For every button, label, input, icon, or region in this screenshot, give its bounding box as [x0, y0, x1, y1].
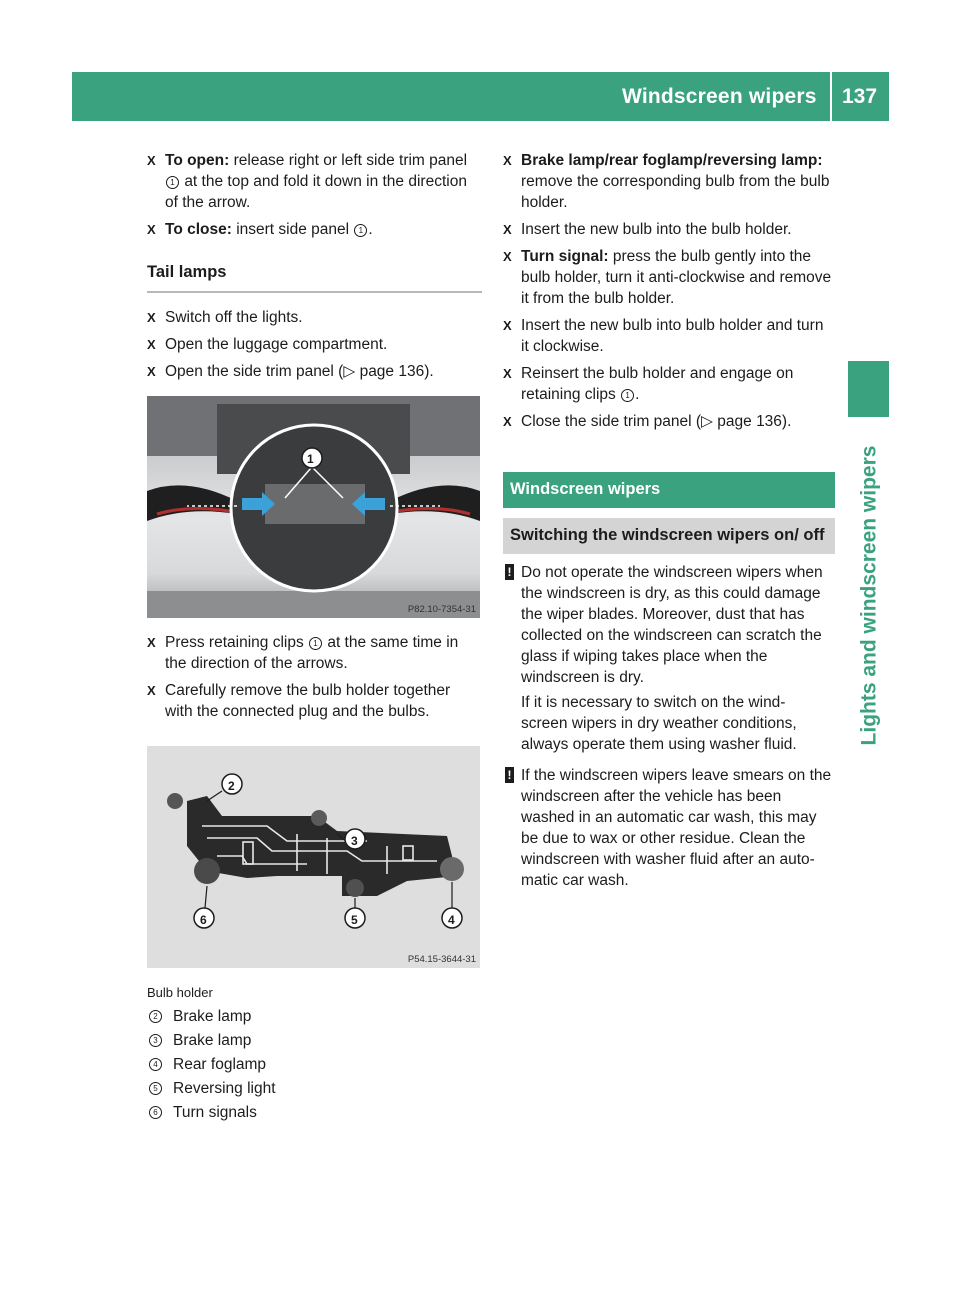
step-marker-icon: X [503, 222, 512, 237]
step-marker-icon: X [147, 153, 156, 168]
legend-label: Reversing light [173, 1080, 276, 1097]
legend-item [147, 1054, 482, 1075]
callout-1: 1 [166, 176, 179, 189]
step-marker-icon: X [503, 249, 512, 264]
step-text: Press retaining clips [165, 634, 304, 651]
warning-note [503, 765, 835, 891]
subsection-header-switching: Switching the windscreen wipers on/ off [503, 518, 835, 554]
legend-item [147, 1006, 482, 1027]
section-header-windscreen-wipers: Windscreen wipers [503, 472, 835, 508]
figure-callout-1: 1 [307, 452, 314, 466]
figure-caption: Bulb holder [147, 985, 213, 1000]
step-text: Switch off the lights. [165, 309, 303, 326]
legend-number: 4 [149, 1058, 162, 1071]
tail-lamp-photo [147, 396, 480, 618]
step-label: Turn signal: [521, 248, 609, 265]
callout-1: 1 [621, 389, 634, 402]
warning-icon: ! [505, 767, 514, 783]
step-insert-turn [503, 315, 835, 357]
legend-item [147, 1078, 482, 1099]
step-marker-icon: X [147, 310, 156, 325]
step-marker-icon: X [503, 414, 512, 429]
step-text: Reinsert the bulb holder and engage on retaining clips [521, 365, 794, 403]
step-marker-icon: X [147, 635, 156, 650]
step-label: To close: [165, 221, 232, 238]
step-text: at the top and fold it down in the direction of the arrow. [165, 173, 467, 211]
legend-label: Turn signals [173, 1104, 257, 1121]
right-column [503, 150, 835, 891]
figure-callout-4: 4 [448, 913, 455, 927]
step-open-trim [147, 361, 482, 382]
step-text: Close the side trim panel (▷ page 136). [521, 413, 792, 430]
step-text: remove the corresponding bulb from the bulb holder. [521, 173, 830, 211]
chapter-tab [852, 430, 886, 760]
figure-callout-6: 6 [200, 913, 207, 927]
step-text: Open the luggage compartment. [165, 336, 388, 353]
step-text: Open the side trim panel (▷ page 136). [165, 363, 434, 380]
figure-callout-5: 5 [351, 913, 358, 927]
step-open-luggage [147, 334, 482, 355]
legend-item [147, 1030, 482, 1051]
figure-code: P54.15-3644-31 [407, 954, 476, 965]
figure-code: P82.10-7354-31 [407, 604, 476, 615]
legend-number: 2 [149, 1010, 162, 1023]
page-title: Windscreen wipers [622, 85, 817, 108]
warning-text: If the windscreen wipers leave smears on the windscreen after the vehicle has been washed in an automatic car wash, this may be due to wax or other residue. Clean the windscreen with washer fluid after an auto- matic car wash. [521, 767, 832, 889]
step-text: at the same time in the direction of the arrows. [165, 634, 459, 672]
step-text: Carefully remove the bulb holder together with the connected plug and the bulbs. [165, 682, 451, 720]
figure-callout-3: 3 [351, 834, 358, 848]
legend-label: Rear foglamp [173, 1056, 267, 1073]
car-rear-illustration [147, 396, 480, 618]
legend-number: 3 [149, 1034, 162, 1047]
step-to-close [147, 219, 482, 240]
step-label: Brake lamp/rear foglamp/reversing lamp: [521, 152, 823, 169]
step-marker-icon: X [147, 364, 156, 379]
bulb-holder-drawing [147, 746, 480, 968]
step-switch-off [147, 307, 482, 328]
step-text: release right or left side trim panel [233, 152, 468, 169]
section-title-tail-lamps: Tail lamps [147, 262, 482, 293]
legend-number: 5 [149, 1082, 162, 1095]
header-divider [830, 72, 832, 121]
warning-note [503, 562, 835, 688]
figure-callout-2: 2 [228, 779, 235, 793]
legend-label: Brake lamp [173, 1008, 252, 1025]
callout-1: 1 [354, 224, 367, 237]
step-turn-signal [503, 246, 835, 309]
step-press-clips [147, 632, 482, 674]
step-label: To open: [165, 152, 230, 169]
step-text: . [368, 221, 373, 238]
step-to-open [147, 150, 482, 213]
chapter-tab-marker [848, 361, 889, 417]
step-marker-icon: X [147, 222, 156, 237]
chapter-tab-label: Lights and windscreen wipers [857, 445, 881, 745]
step-text: insert side panel [236, 221, 350, 238]
step-marker-icon: X [503, 366, 512, 381]
step-marker-icon: X [503, 318, 512, 333]
step-marker-icon: X [147, 683, 156, 698]
step-insert-bulb [503, 219, 835, 240]
step-reinsert-holder [503, 363, 835, 405]
page-number: 137 [842, 85, 878, 108]
step-marker-icon: X [503, 153, 512, 168]
warning-icon: ! [505, 564, 514, 580]
warning-note-continued: If it is necessary to switch on the wind- screen wipers in dry weather conditions, always operate them using washer fluid. [521, 694, 797, 753]
step-marker-icon: X [147, 337, 156, 352]
step-remove-bulb [503, 150, 835, 213]
legend-item [147, 1102, 482, 1123]
left-column [147, 150, 482, 1126]
step-text: Insert the new bulb into bulb holder and turn it clockwise. [521, 317, 824, 355]
step-remove-holder [147, 680, 482, 722]
step-text: press the bulb gently into the bulb holder, turn it anti-clockwise and remove it from the bulb holder. [521, 248, 832, 307]
step-close-trim [503, 411, 835, 432]
step-text: Insert the new bulb into the bulb holder. [521, 221, 792, 238]
step-text: . [635, 386, 640, 403]
legend-number: 6 [149, 1106, 162, 1119]
warning-text: Do not operate the windscreen wipers when the windscreen is dry, as this could damage the wiper blades. Moreover, dust that has collected on the windscreen can scratch the glass if wiping takes place when the windscreen is dry. [521, 564, 823, 686]
callout-1: 1 [309, 637, 322, 650]
bulb-holder-illustration [147, 746, 480, 968]
legend-label: Brake lamp [173, 1032, 252, 1049]
